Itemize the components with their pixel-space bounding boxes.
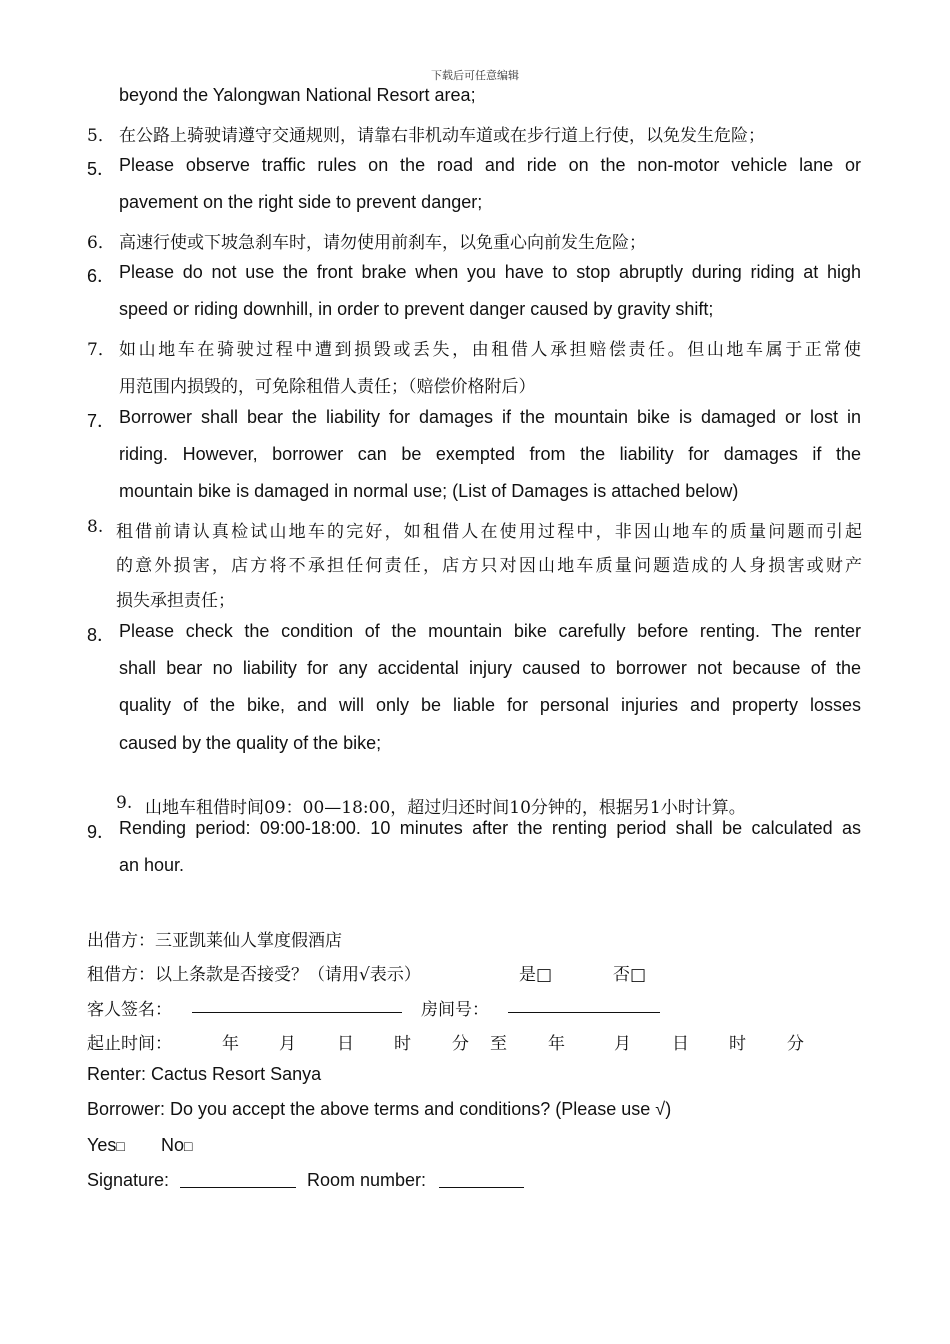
lender-value: 三亚凯莱仙人掌度假酒店	[155, 931, 342, 951]
page-header-note: 下载后可任意编辑	[431, 69, 519, 82]
signature-en-label: Signature:	[87, 1170, 170, 1190]
borrower-en-line: Borrower: Do you accept the above terms and conditions? (Please use √)	[87, 1099, 672, 1119]
item-6-en-line-2: speed or riding downhill, in order to prevent danger caused by gravity shift;	[119, 299, 714, 319]
item-6-cn-line-1: 高速行使或下坡急刹车时，请勿使用前刹车，以免重心向前发生危险；	[119, 233, 646, 253]
time-unit-day-start: 日	[337, 1034, 354, 1054]
item-8-cn-line-3: 损失承担责任；	[116, 591, 235, 611]
room-number-cn-label: 房间号：	[421, 1000, 489, 1020]
time-unit-hour-end: 时	[729, 1034, 746, 1054]
item-7-en-number: 7．	[87, 411, 116, 431]
time-unit-minute-start: 分	[452, 1034, 469, 1054]
item-5-en-line-2: pavement on the right side to prevent danger;	[119, 192, 483, 212]
item-4-en-line-1: beyond the Yalongwan National Resort area;	[119, 85, 476, 105]
room-number-cn-field[interactable]	[508, 998, 660, 1013]
item-5-cn-line-1: 在公路上骑驶请遵守交通规则，请靠右非机动车道或在步行道上行使，以免发生危险；	[119, 126, 765, 146]
time-unit-hour-start: 时	[394, 1034, 411, 1054]
borrower-cn-label: 租借方：	[87, 965, 155, 985]
room-number-en-field[interactable]	[439, 1173, 524, 1188]
item-8-en-line-3: quality of the bike, and will only be liable for personal injuries and property losses	[119, 695, 861, 715]
item-9-en-line-1: Rending period: 09:00-18:00. 10 minutes after the renting period shall be calculated as	[119, 818, 861, 838]
item-7-cn-line-2: 用范围内损毁的，可免除租借人责任；（赔偿价格附后）	[119, 377, 536, 397]
item-8-en-line-2: shall bear no liability for any accidental injury caused to borrower not because of the	[119, 658, 861, 678]
renter-line: Renter: Cactus Resort Sanya	[87, 1064, 322, 1084]
time-unit-month-end: 月	[614, 1034, 631, 1054]
item-6-en-line-1: Please do not use the front brake when you have to stop abruptly during riding at high	[119, 262, 861, 282]
signature-en-field[interactable]	[180, 1173, 296, 1188]
item-8-cn-number: 8.	[87, 517, 104, 537]
borrower-cn-question: 以上条款是否接受？（请用√表示）	[155, 965, 421, 985]
yes-box-icon: □	[116, 1138, 125, 1154]
time-range-cn-label: 起止时间：	[87, 1034, 172, 1054]
item-8-en-line-1: Please check the condition of the mountain bike carefully before renting. The renter	[119, 621, 861, 641]
lender-label: 出借方：	[87, 931, 155, 951]
item-5-en-line-1: Please observe traffic rules on the road and ride on the non-motor vehicle lane or	[119, 155, 861, 175]
item-8-cn-line-2: 的意外损害，店方将不承担任何责任，店方只对因山地车质量问题造成的人身损害或财产	[116, 556, 862, 576]
time-unit-month-start: 月	[279, 1034, 296, 1054]
accept-no-cn-checkbox[interactable]: 否□	[613, 965, 647, 985]
item-6-en-number: 6．	[87, 266, 116, 286]
no-box-icon: □	[184, 1138, 193, 1154]
item-7-cn-number: 7．	[87, 340, 115, 360]
borrower-cn-line	[87, 960, 421, 985]
item-8-cn-line-1: 租借前请认真检试山地车的完好，如租借人在使用过程中，非因山地车的质量问题而引起	[116, 522, 862, 542]
item-7-en-line-2: riding. However, borrower can be exempted from the liability for damages if the	[119, 444, 861, 464]
accept-yes-cn-checkbox[interactable]: 是□	[519, 965, 553, 985]
item-7-en-line-3: mountain bike is damaged in normal use; (List of Damages is attached below)	[119, 481, 739, 501]
accept-yes-en-label: Yes	[87, 1135, 117, 1155]
item-9-cn-number: 9.	[116, 793, 133, 813]
accept-no-en-checkbox[interactable]	[161, 1135, 192, 1156]
item-9-cn-line-1: 山地车租借时间09：00—18:00，超过归还时间10分钟的，根据另1小时计算。	[145, 798, 746, 818]
lender-line	[87, 926, 342, 951]
time-unit-year-start: 年	[222, 1034, 239, 1054]
time-unit-minute-end: 分	[787, 1034, 804, 1054]
item-5-en-number: 5．	[87, 159, 116, 179]
guest-signature-cn-field[interactable]	[192, 998, 402, 1013]
guest-signature-cn-label: 客人签名：	[87, 1000, 172, 1020]
item-8-en-line-4: caused by the quality of the bike;	[119, 733, 382, 753]
item-8-en-number: 8．	[87, 625, 116, 645]
room-number-en-label: Room number:	[307, 1170, 427, 1190]
item-5-cn-number: 5．	[87, 126, 115, 146]
accept-yes-en-checkbox[interactable]	[87, 1135, 125, 1156]
item-9-en-number: 9．	[87, 822, 116, 842]
item-7-cn-line-1: 如山地车在骑驶过程中遭到损毁或丢失，由租借人承担赔偿责任。但山地车属于正常使	[119, 340, 861, 360]
time-unit-year-end: 年	[548, 1034, 565, 1054]
item-9-en-line-2: an hour.	[119, 855, 185, 875]
accept-no-en-label: No	[161, 1135, 185, 1155]
item-6-cn-number: 6．	[87, 233, 115, 253]
time-unit-day-end: 日	[672, 1034, 689, 1054]
time-unit-to: 至	[490, 1034, 507, 1054]
item-7-en-line-1: Borrower shall bear the liability for damages if the mountain bike is damaged or lost in	[119, 407, 861, 427]
